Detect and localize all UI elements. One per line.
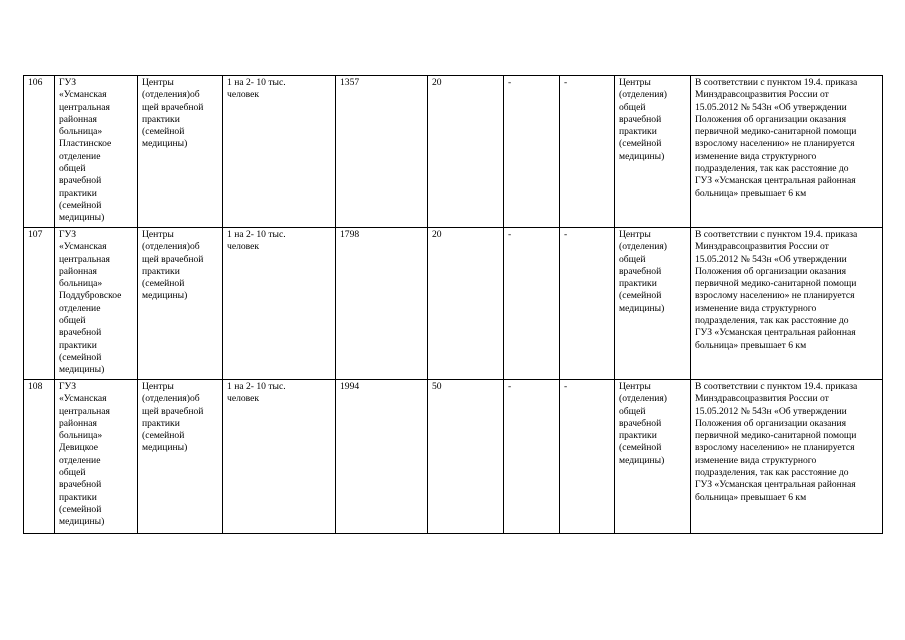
population-cell: 1994 (336, 380, 428, 534)
facilities-table (23, 75, 883, 534)
planned-type-cell: Центры (отделения) общей врачебной практики (семейной медицины) (615, 380, 691, 534)
column-7-cell: - (504, 228, 560, 380)
column-7-cell: - (504, 76, 560, 228)
note-cell: В соответствии с пунктом 19.4. приказа Минздравсоцразвития России от 15.05.2012 № 543н «Об утверждении Положения об организации оказания первичной медико-санитарной помощи взрослому населению» не планируется изменение вида структурного подразделения, так как расстояние до ГУЗ «Усманская центральная районная больница» превышает 6 км (691, 76, 883, 228)
organization-cell: ГУЗ «Усманская центральная районная больница» Пластинское отделение общей врачебной практики (семейной медицины) (55, 76, 138, 228)
facility-type-cell: Центры (отделения)об щей врачебной практики (семейной медицины) (138, 380, 223, 534)
distance-cell: 20 (428, 228, 504, 380)
table-row (24, 76, 883, 228)
column-8-cell: - (560, 380, 615, 534)
row-number-cell: 108 (24, 380, 55, 534)
column-8-cell: - (560, 76, 615, 228)
facility-type-cell: Центры (отделения)об щей врачебной практики (семейной медицины) (138, 228, 223, 380)
distance-cell: 50 (428, 380, 504, 534)
norm-cell: 1 на 2- 10 тыс. человек (223, 76, 336, 228)
facility-type-cell: Центры (отделения)об щей врачебной практики (семейной медицины) (138, 76, 223, 228)
distance-cell: 20 (428, 76, 504, 228)
row-number-cell: 107 (24, 228, 55, 380)
column-8-cell: - (560, 228, 615, 380)
planned-type-cell: Центры (отделения) общей врачебной практики (семейной медицины) (615, 76, 691, 228)
table-row (24, 228, 883, 380)
note-cell: В соответствии с пунктом 19.4. приказа Минздравсоцразвития России от 15.05.2012 № 543н «Об утверждении Положения об организации оказания первичной медико-санитарной помощи взрослому населению» не планируется изменение вида структурного подразделения, так как расстояние до ГУЗ «Усманская центральная районная больница» превышает 6 км (691, 228, 883, 380)
column-7-cell: - (504, 380, 560, 534)
planned-type-cell: Центры (отделения) общей врачебной практики (семейной медицины) (615, 228, 691, 380)
organization-cell: ГУЗ «Усманская центральная районная больница» Поддубровское отделение общей врачебной практики (семейной медицины) (55, 228, 138, 380)
norm-cell: 1 на 2- 10 тыс. человек (223, 228, 336, 380)
note-cell: В соответствии с пунктом 19.4. приказа Минздравсоцразвития России от 15.05.2012 № 543н «Об утверждении Положения об организации оказания первичной медико-санитарной помощи взрослому населению» не планируется изменение вида структурного подразделения, так как расстояние до ГУЗ «Усманская центральная районная больница» превышает 6 км (691, 380, 883, 534)
population-cell: 1798 (336, 228, 428, 380)
table-row (24, 380, 883, 534)
row-number-cell: 106 (24, 76, 55, 228)
population-cell: 1357 (336, 76, 428, 228)
norm-cell: 1 на 2- 10 тыс. человек (223, 380, 336, 534)
organization-cell: ГУЗ «Усманская центральная районная больница» Девицкое отделение общей врачебной практики (семейной медицины) (55, 380, 138, 534)
